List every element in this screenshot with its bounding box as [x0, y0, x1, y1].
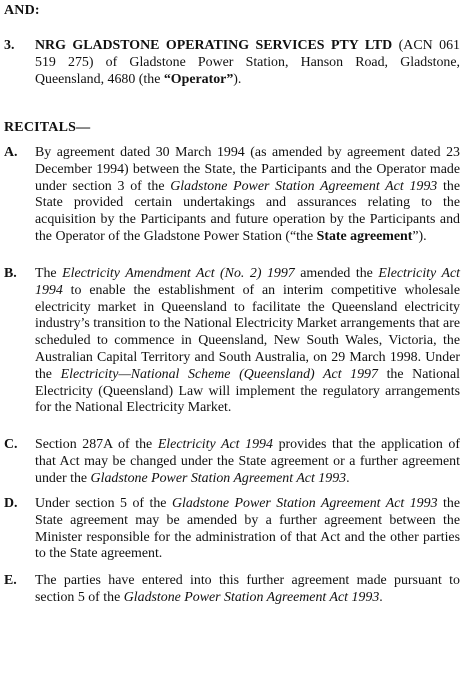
- recital-d-text: Under section 5 of the Gladstone Power Station Agreement Act 1993 the State agreement may be amended by a further agreement between the Minister responsible for the administration of that Act and the other parties to the State agreement.: [35, 496, 460, 562]
- party-3-number: 3.: [4, 38, 15, 53]
- recital-e-text: The parties have entered into this further agreement made pursuant to section 5 of the Gladstone Power Station Agreement Act 1993.: [35, 573, 460, 605]
- recital-a: [4, 145, 460, 246]
- recital-b-label: B.: [4, 266, 17, 281]
- recital-c-label: C.: [4, 437, 18, 452]
- recital-e: [4, 573, 460, 607]
- recital-a-text: By agreement dated 30 March 1994 (as amended by agreement dated 23 December 1994) between the State, the Participants and the Operator made under section 3 of the Gladstone Power Station Agreement Act 1993 the State provided certain undertakings and assurances relating to the acquisition by the Participants and future operation by the Participants and the Operator of the Gladstone Power Station (“the State agreement”).: [35, 145, 460, 244]
- recital-d: [4, 496, 460, 563]
- recitals-heading: RECITALS—: [4, 120, 91, 135]
- recital-c: [4, 437, 460, 487]
- and-heading: AND:: [4, 3, 40, 18]
- party-3-name: NRG GLADSTONE OPERATING SERVICES PTY LTD: [35, 38, 393, 53]
- recital-b-text: The Electricity Amendment Act (No. 2) 1997 amended the Electricity Act 1994 to enable the establishment of an interim competitive wholesale electricity market in Queensland to facilitate the Queensland electricity industry’s transition to the National Electricity Market arrangements that are scheduled to commence in Queensland, New South Wales, Victoria, the Australian Capital Territory and South Australia, on 29 March 1998. Under the Electricity—National Scheme (Queensland) Act 1997 the National Electricity (Queensland) Law will implement the regulatory arrangements for the National Electricity Market.: [35, 266, 460, 416]
- recital-c-text: Section 287A of the Electricity Act 1994 provides that the application of that Act may be changed under the State agreement or a further agreement under the Gladstone Power Station Agreement Act 1993.: [35, 437, 460, 486]
- operator-defined-term: “Operator”: [163, 71, 234, 87]
- recital-b: [4, 266, 460, 417]
- party-3-clause: [4, 38, 460, 88]
- recital-e-label: E.: [4, 573, 17, 588]
- recital-d-label: D.: [4, 496, 18, 511]
- state-agreement-defined-term: State agreement: [316, 228, 413, 244]
- party-3-text: NRG GLADSTONE OPERATING SERVICES PTY LTD (ACN 061 519 275) of Gladstone Power Station, Hanson Road, Gladstone, Queensland, 4680 (the “Operator”).: [35, 38, 460, 87]
- recital-a-label: A.: [4, 145, 18, 160]
